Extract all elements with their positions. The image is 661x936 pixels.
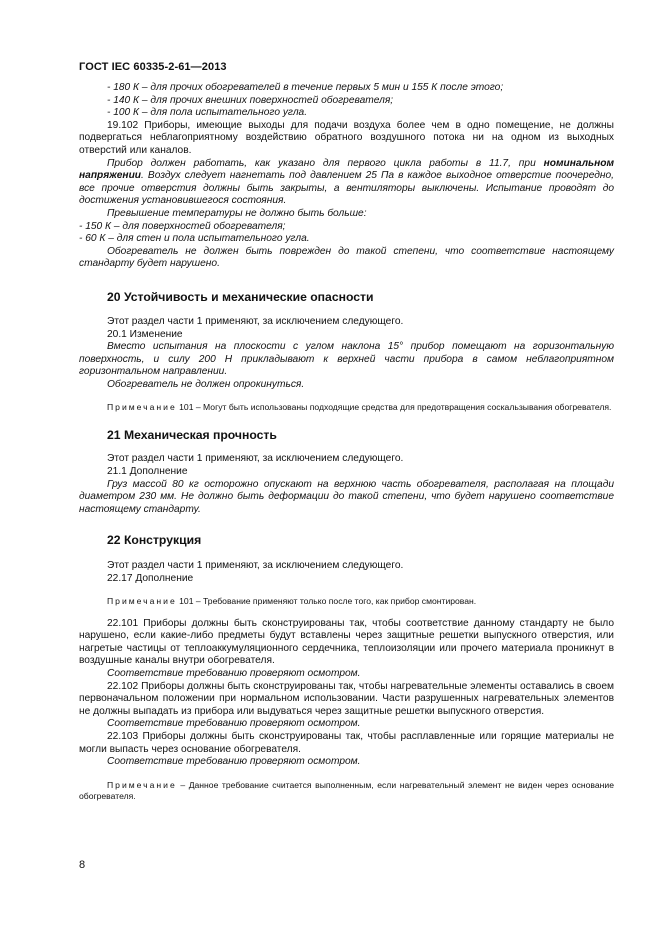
clause-19-102: 19.102 Приборы, имеющие выходы для подачи воздуха более чем в одно помещение, не должны подвергаться неблагоприятному воздействию обратного воздушного потока ни на одном из выходных отверстий или каналов. (79, 119, 614, 156)
note-text: – Данное требование считается выполненным, если нагревательный элемент не виден через основание обогревателя. (79, 779, 614, 801)
clause-22-103: 22.103 Приборы должны быть сконструированы так, чтобы расплавленные или горящие материалы не могли выпасть через основание обогревателя. (79, 730, 614, 755)
compliance-check: Соответствие требованию проверяют осмотром. (107, 668, 361, 679)
compliance-check: Соответствие требованию проверяют осмотром. (107, 756, 361, 768)
note-101 (79, 596, 614, 607)
document-body (79, 82, 614, 802)
subclause-heading: 21.1 Дополнение (107, 466, 188, 478)
note-text: 101 – Требование применяют только после того, как прибор смонтирован. (176, 595, 477, 606)
list-item: - 100 К – для пола испытательного угла. (107, 107, 308, 119)
clause-22-102: 22.102 Приборы должны быть сконструированы так, чтобы нагревательные элементы оставались в своем первоначальном положении при нормальном использовании. Части разрушенных нагревательных элементов не должны выпадать из прибора или выдуваться через защитные решетки выпускного отверстия. (79, 680, 614, 717)
note-text: 101 – Могут быть использованы подходящие средства для предотвращения соскальзывания обогревателя. (176, 402, 612, 413)
section-intro: Этот раздел части 1 применяют, за исключением следующего. (107, 315, 404, 327)
section-intro: Этот раздел части 1 применяют, за исключением следующего. (107, 453, 404, 465)
exceed-heading: Превышение температуры не должно быть больше: (107, 207, 367, 219)
list-item: - 150 К – для поверхностей обогревателя; (79, 220, 286, 232)
list-item: - 60 К – для стен и пола испытательного угла. (79, 233, 310, 245)
list-item: - 140 К – для прочих внешних поверхностей обогревателя; (107, 94, 394, 106)
text-run: Прибор должен работать, как указано для первого цикла работы в 11.7, при (107, 157, 544, 169)
bold-term: номинальном напряжении (79, 157, 614, 182)
note-label: Примечание (107, 402, 177, 413)
text-run: . Воздух следует нагнетать под давлением 25 Па в каждое выходное отверстие поочередно, все прочие отверстия должны быть закрыты, а вентиляторы выключены. Испытание проводят до достижения установившегося состояния. (79, 170, 614, 207)
note-label: Примечание (107, 779, 177, 790)
clause-22-101: 22.101 Приборы должны быть сконструированы так, чтобы соответствие данному стандарту не было нарушено, если какие-либо предметы будут вставлены через защитные решетки выпускного отверстия, или нагретые частицы от теплоаккумуляционного сердечника, теплоизоляции или прочего материала проникнут в воздушные каналы внутри обогревателя. (79, 617, 614, 667)
note-label: Примечание (107, 595, 177, 606)
subclause-text: Груз массой 80 кг осторожно опускают на верхнюю часть обогревателя, располагая на площади диаметром 230 мм. Не должно быть деформации до такой степени, что будет нарушено соответствие настоящему стандарту. (79, 478, 614, 515)
page-number: 8 (79, 859, 86, 871)
compliance-check: Соответствие требованию проверяют осмотром. (107, 718, 361, 730)
subclause-text: Вместо испытания на плоскости с углом наклона 15° прибор помещают на горизонтальную поверхность, и силу 200 Н прикладывают к верхней части прибора в самом неблагоприятном горизонтальном направлении. (79, 341, 614, 378)
damage-requirement: Обогреватель не должен быть поврежден до такой степени, что соответствие настоящему стандарту будет нарушено. (79, 245, 614, 270)
subclause-heading: 22.17 Дополнение (107, 573, 194, 585)
document-header: ГОСТ IEC 60335-2-61—2013 (79, 61, 227, 73)
subclause-requirement: Обогреватель не должен опрокинуться. (107, 378, 305, 390)
section-22-heading: 22 Конструкция (107, 533, 202, 548)
list-item: - 180 К – для прочих обогревателей в течение первых 5 мин и 155 К после этого; (107, 82, 504, 93)
subclause-heading: 20.1 Изменение (107, 328, 183, 340)
section-21-heading: 21 Механическая прочность (107, 428, 277, 443)
note-final (79, 780, 614, 802)
test-procedure (79, 158, 614, 208)
note-101 (79, 402, 614, 413)
section-intro: Этот раздел части 1 применяют, за исключением следующего. (107, 560, 404, 572)
section-20-heading: 20 Устойчивость и механические опасности (107, 289, 374, 304)
